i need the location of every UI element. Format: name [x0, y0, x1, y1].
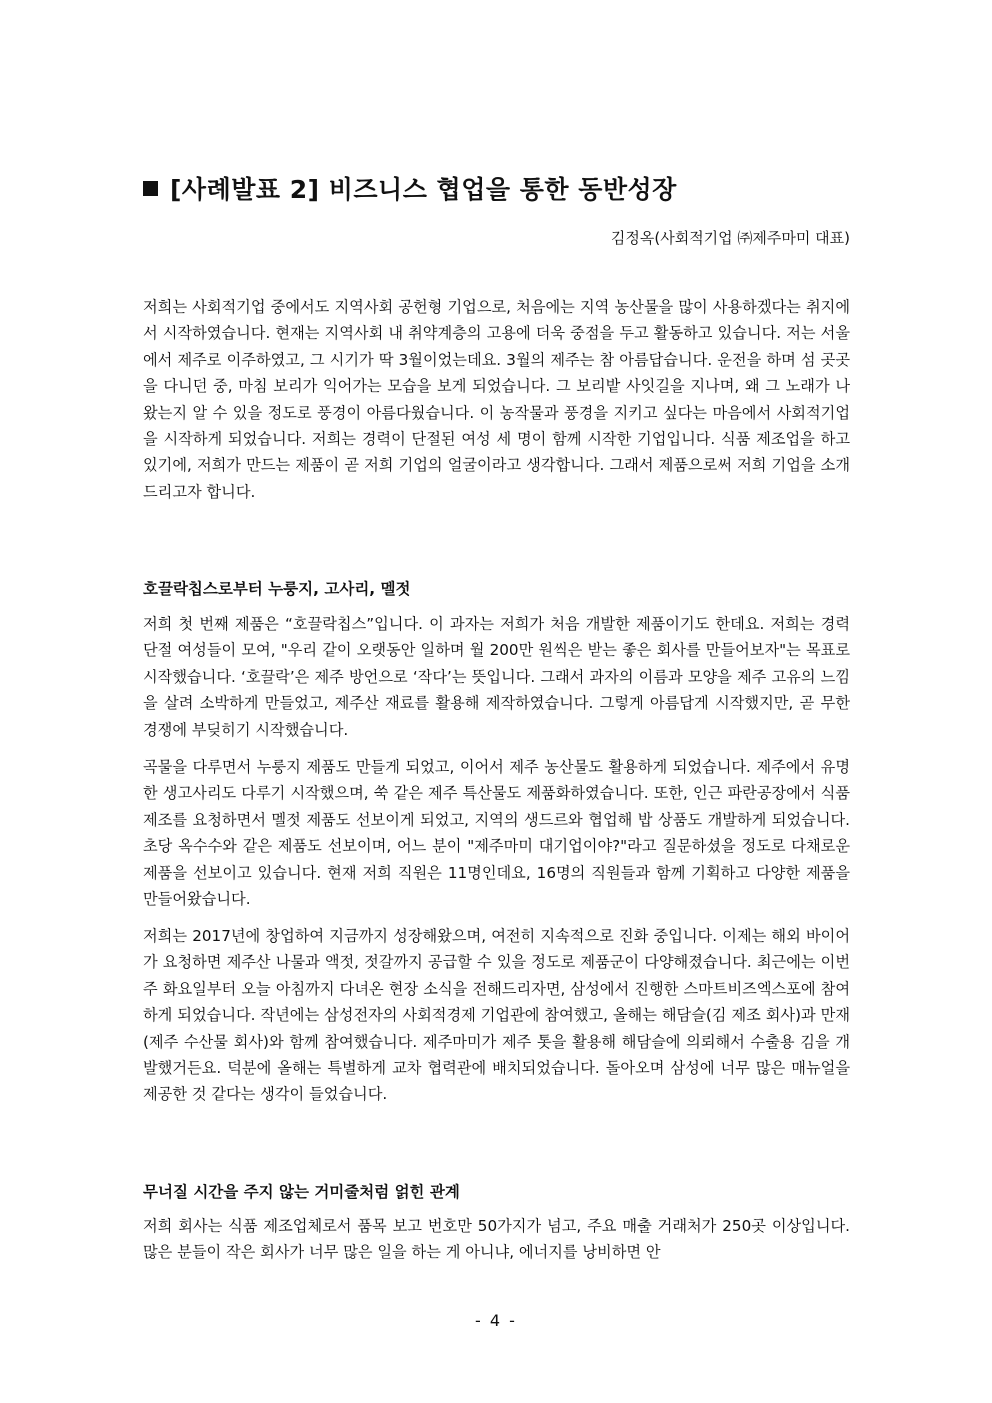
page-number: - 4 - — [475, 1311, 517, 1330]
section1-paragraph-3: 저희는 2017년에 창업하여 지금까지 성장해왔으며, 여전히 지속적으로 진화 중입니다. 이제는 해외 바이어가 요청하면 제주산 나물과 액젓, 젓갈까지 공급할 수 있을 정도로 제품군이 다양해졌습니다. 최근에는 이번 주 화요일부터 오늘 아침까지 다녀온 현장 소식을 전해드리자면, 삼성에서 진행한 스마트비즈엑스포에 참여하게 되었습니다. 작년에는 삼성전자의 사회적경제 기업관에 참여했고, 올해는 해담슬(김 제조 회사)과 만재(제주 수산물 회사)와 함께 참여했습니다. 제주마미가 제주 톳을 활용해 해담슬에 의뢰해서 수출용 김을 개발했거든요. 덕분에 올해는 특별하게 교차 협력관에 배치되었습니다. 돌아오며 삼성에 너무 많은 매뉴얼을 제공한 것 같다는 생각이 들었습니다. — [143, 927, 850, 1104]
section1-paragraph-2: 곡물을 다루면서 누룽지 제품도 만들게 되었고, 이어서 제주 농산물도 활용하게 되었습니다. 제주에서 유명한 생고사리도 다루기 시작했으며, 쑥 같은 제주 특산물도 제품화하였습니다. 또한, 인근 파란공장에서 식품 제조를 요청하면서 멜젓 제품도 선보이게 되었고, 지역의 생드르와 협업해 밥 상품도 개발하게 되었습니다. 초당 옥수수와 같은 제품도 선보이며, 어느 분이 "제주마미 대기업이야?"라고 질문하셨을 정도로 다채로운 제품을 선보이고 있습니다. 현재 저희 직원은 11명인데요, 16명의 직원들과 함께 기획하고 다양한 제품을 만들어왔습니다. — [143, 758, 850, 909]
author-line: 김정옥(사회적기업 ㈜제주마미 대표) — [610, 229, 850, 247]
black-square-icon — [143, 181, 158, 196]
section-heading-1: 호끌락칩스로부터 누룽지, 고사리, 멜젓 — [143, 580, 411, 598]
section1-paragraph-1: 저희 첫 번째 제품은 “호끌락칩스”입니다. 이 과자는 저희가 처음 개발한 제품이기도 한데요. 저희는 경력 단절 여성들이 모여, "우리 같이 오랫동안 일하며 월 200만 원씩은 받는 좋은 회사를 만들어보자"는 목표로 시작했습니다. ‘호끌락’은 제주 방언으로 ‘작다’는 뜻입니다. 그래서 과자의 이름과 모양을 제주 고유의 느낌을 살려 소박하게 만들었고, 제주산 재료를 활용해 제작하였습니다. 그렇게 아름답게 시작했지만, 곧 무한 경쟁에 부딪히기 시작했습니다. — [143, 615, 850, 739]
intro-paragraph: 저희는 사회적기업 중에서도 지역사회 공헌형 기업으로, 처음에는 지역 농산물을 많이 사용하겠다는 취지에서 시작하였습니다. 현재는 지역사회 내 취약계층의 고용에 더욱 중점을 두고 활동하고 있습니다. 저는 서울에서 제주로 이주하였고, 그 시기가 딱 3월이었는데요. 3월의 제주는 참 아름답습니다. 운전을 하며 섬 곳곳을 다니던 중, 마침 보리가 익어가는 모습을 보게 되었습니다. 그 보리밭 사잇길을 지나며, 왜 그 노래가 나왔는지 알 수 있을 정도로 풍경이 아름다웠습니다. 이 농작물과 풍경을 지키고 싶다는 마음에서 사회적기업을 시작하게 되었습니다. 저희는 경력이 단절된 여성 세 명이 함께 시작한 기업입니다. 식품 제조업을 하고 있기에, 저희가 만드는 제품이 곧 저희 기업의 얼굴이라고 생각합니다. 그래서 제품으로써 저희 기업을 소개드리고자 합니다. — [143, 298, 850, 501]
page-title-text: [사례발표 2] 비즈니스 협업을 통한 동반성장 — [170, 175, 677, 204]
page-title — [143, 170, 850, 206]
section-heading-2: 무너질 시간을 주지 않는 거미줄처럼 얽힌 관계 — [143, 1183, 460, 1201]
section2-paragraph-1: 저희 회사는 식품 제조업체로서 품목 보고 번호만 50가지가 넘고, 주요 매출 거래처가 250곳 이상입니다. 많은 분들이 작은 회사가 너무 많은 일을 하는 게 아니냐, 에너지를 낭비하면 안 — [143, 1217, 850, 1262]
